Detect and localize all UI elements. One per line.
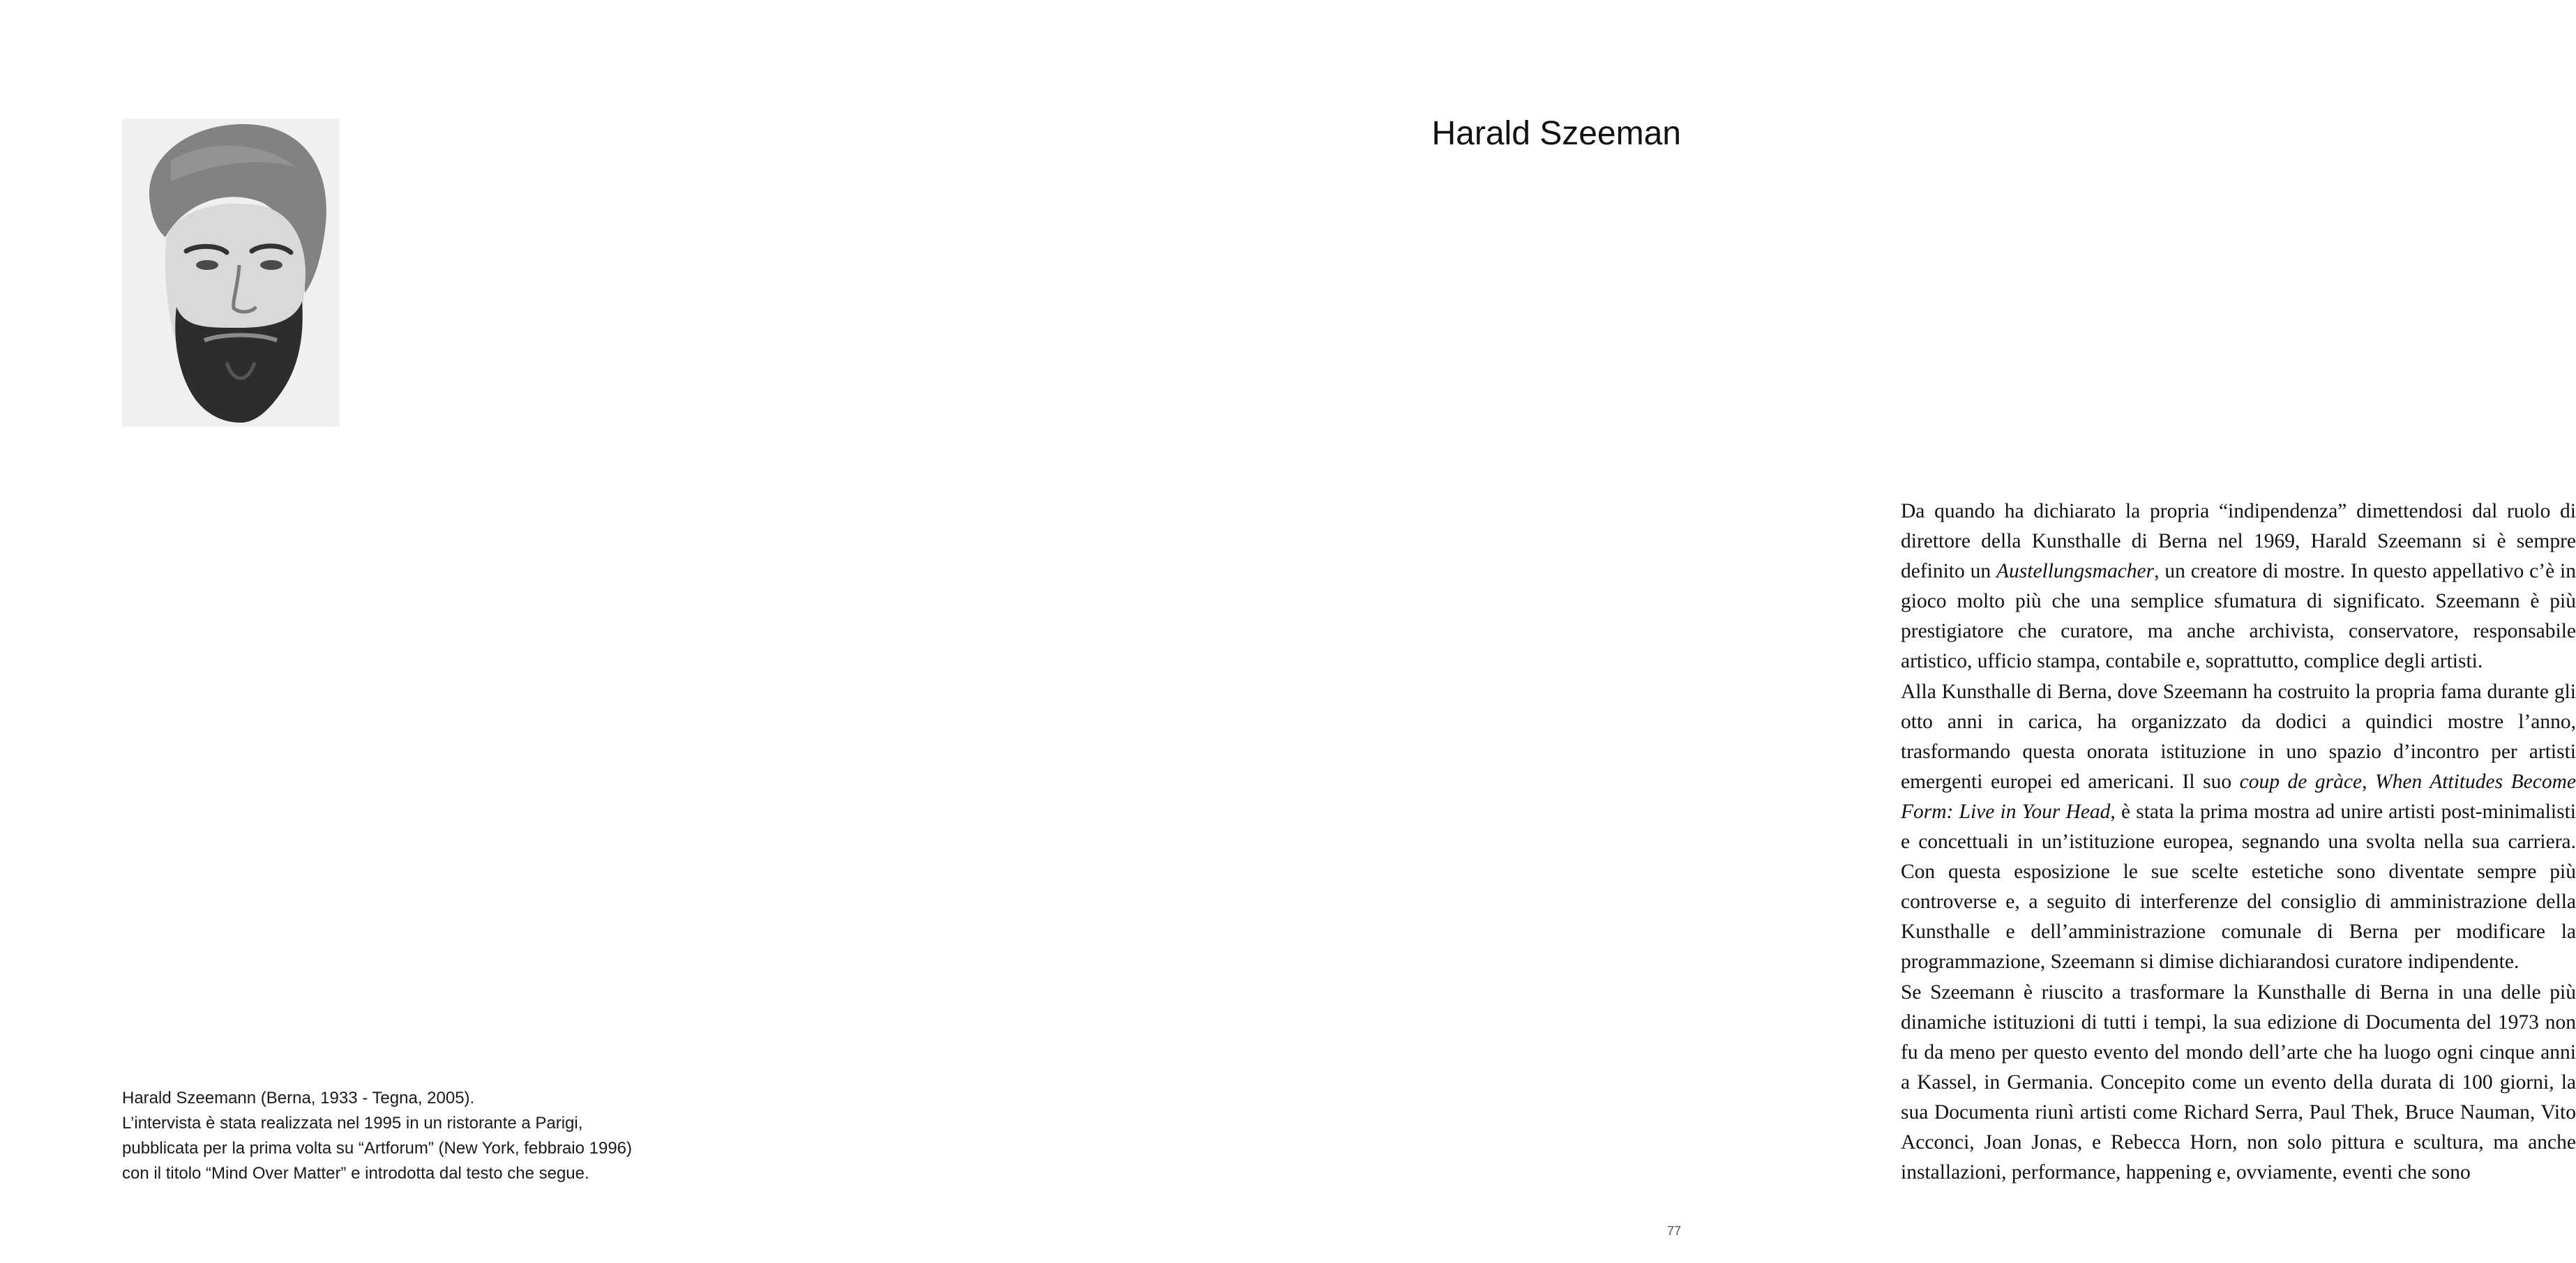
exhibition-title: When Attitudes Become Form: Live in Your Head (1901, 770, 2576, 823)
caption (122, 1086, 694, 1186)
paragraph-text: , (2362, 770, 2376, 793)
portrait-illustration (122, 119, 340, 427)
paragraph-text: Alla Kunsthalle di Berna, dove Szeemann ha costruito la propria fama durante gli otto anni in carica, ha organizzato da dodici a quindici mostre l’anno, trasformando questa onorata istituzione in uno spazio d’incontro per artisti emergenti europei ed americani. Il suo (1901, 680, 2576, 793)
italic-term: Austellungsmacher (1996, 560, 2155, 583)
caption-line: L’intervista è stata realizzata nel 1995 in un ristorante a Parigi, (122, 1114, 583, 1133)
paragraph-text: Da quando ha dichiarato la propria “indipendenza” dimettendosi dal ruolo di direttore della Kunsthalle di Berna nel 1969, Harald Szeemann si è sempre definito un (1901, 500, 2576, 583)
paragraph-text: , è stata la prima mostra ad unire artisti post-minimalisti e concettuali in un’istituzione europea, segnando una svolta nella sua carriera. Con questa esposizione le sue scelte estetiche sono diventate sempre più controverse e, a seguito di interferenze del consiglio di amministrazione della Kunsthalle e dell’amministrazione comunale di Berna per modificare la programmazione, Szeemann si dimise dichiarandosi curatore indipendente. (1901, 800, 2576, 974)
page-title: Harald Szeeman (1431, 115, 1681, 152)
page-number: 77 (1666, 1224, 1681, 1238)
left-page (0, 0, 893, 1263)
paragraph-3 (1901, 978, 2576, 1188)
caption-line: Harald Szeemann (Berna, 1933 - Tegna, 2005). (122, 1089, 475, 1107)
paragraph-text: Se Szeemann è riuscito a trasformare la Kunsthalle di Berna in una delle più dinamiche istituzioni di tutti i tempi, la sua edizione di Documenta del 1973 non fu da meno per questo evento del mondo dell’arte che ha luogo ogni cinque anni a Kassel, in Germania. Concepito come un evento della durata di 100 giorni, la sua Documenta riunì artisti come Richard Serra, Paul Thek, Bruce Nauman, Vito Acconci, Joan Jonas, e Rebecca Horn, non solo pittura e scultura, ma anche installazioni, performance, happening e, ovviamente, eventi che sono (1901, 981, 2576, 1184)
paragraph-2 (1901, 677, 2576, 978)
body-text (1901, 497, 2576, 1188)
caption-line: pubblicata per la prima volta su “Artforum” (New York, febbraio 1996) (122, 1139, 633, 1158)
portrait-drawing (122, 119, 340, 427)
right-page (893, 0, 2576, 1263)
paragraph-1 (1901, 497, 2576, 677)
paragraph-text: , un creatore di mostre. In questo appellativo c’è in gioco molto più che una semplice sfumatura di significato. Szeemann è più prestigiatore che curatore, ma anche archivista, conservatore, responsabile artistico, ufficio stampa, contabile e, soprattutto, complice degli artisti. (1901, 560, 2576, 673)
italic-term: coup de gràce (2239, 770, 2363, 793)
caption-line: con il titolo “Mind Over Matter” e introdotta dal testo che segue. (122, 1164, 589, 1183)
